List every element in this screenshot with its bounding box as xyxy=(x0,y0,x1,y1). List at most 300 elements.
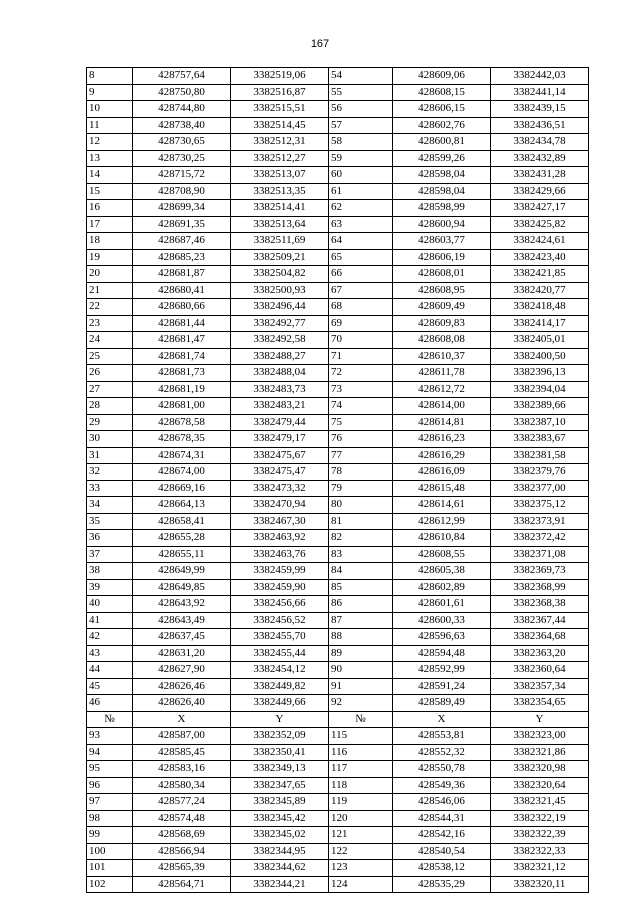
cell-y-right: 3382421,85 xyxy=(491,266,589,283)
cell-number-left: 97 xyxy=(87,794,133,811)
cell-number-left: 8 xyxy=(87,68,133,85)
cell-x-right: 428600,33 xyxy=(393,612,491,629)
cell-y-right: 3382427,17 xyxy=(491,200,589,217)
cell-x-right: 428614,00 xyxy=(393,398,491,415)
cell-number-left: 14 xyxy=(87,167,133,184)
cell-x-right: 428608,01 xyxy=(393,266,491,283)
cell-y-left: 3382467,30 xyxy=(231,513,329,530)
cell-number-right: 64 xyxy=(329,233,393,250)
cell-y-left: 3382496,44 xyxy=(231,299,329,316)
cell-number-left: 20 xyxy=(87,266,133,283)
table-row xyxy=(87,480,589,497)
cell-x-left: 428678,35 xyxy=(133,431,231,448)
cell-number-left: 15 xyxy=(87,183,133,200)
cell-number-right: 66 xyxy=(329,266,393,283)
table-row xyxy=(87,447,589,464)
cell-y-right: 3382322,33 xyxy=(491,843,589,860)
cell-number-right: 81 xyxy=(329,513,393,530)
cell-y-right: 3382423,40 xyxy=(491,249,589,266)
cell-x-right: 428602,89 xyxy=(393,579,491,596)
cell-y-right: 3382364,68 xyxy=(491,629,589,646)
cell-y-right: 3382394,04 xyxy=(491,381,589,398)
cell-x-left: 428643,49 xyxy=(133,612,231,629)
cell-x-left: 428750,80 xyxy=(133,84,231,101)
cell-x-left: 428674,31 xyxy=(133,447,231,464)
cell-number-left: 43 xyxy=(87,645,133,662)
cell-number-right: 82 xyxy=(329,530,393,547)
cell-number-left: 40 xyxy=(87,596,133,613)
table-row xyxy=(87,233,589,250)
cell-x-right: 428600,81 xyxy=(393,134,491,151)
cell-x-right: 428611,78 xyxy=(393,365,491,382)
cell-x-right: 428606,19 xyxy=(393,249,491,266)
cell-number-right: 62 xyxy=(329,200,393,217)
cell-x-right: 428608,95 xyxy=(393,282,491,299)
cell-number-right: 76 xyxy=(329,431,393,448)
cell-x-right: 428589,49 xyxy=(393,695,491,712)
cell-y-right: 3382381,58 xyxy=(491,447,589,464)
cell-number-right: 77 xyxy=(329,447,393,464)
cell-number-left: 42 xyxy=(87,629,133,646)
table-row xyxy=(87,414,589,431)
cell-x-right: 428552,32 xyxy=(393,744,491,761)
table-row xyxy=(87,777,589,794)
header-cell-x-left: X xyxy=(133,711,231,728)
cell-x-left: 428564,71 xyxy=(133,876,231,893)
cell-number-left: 96 xyxy=(87,777,133,794)
cell-x-left: 428674,00 xyxy=(133,464,231,481)
cell-y-left: 3382449,82 xyxy=(231,678,329,695)
cell-number-left: 16 xyxy=(87,200,133,217)
cell-y-right: 3382387,10 xyxy=(491,414,589,431)
cell-x-left: 428678,58 xyxy=(133,414,231,431)
cell-y-right: 3382425,82 xyxy=(491,216,589,233)
table-row xyxy=(87,167,589,184)
cell-number-left: 12 xyxy=(87,134,133,151)
cell-y-left: 3382488,04 xyxy=(231,365,329,382)
cell-y-left: 3382514,41 xyxy=(231,200,329,217)
cell-number-right: 68 xyxy=(329,299,393,316)
cell-x-left: 428681,00 xyxy=(133,398,231,415)
table-row xyxy=(87,678,589,695)
cell-x-left: 428715,72 xyxy=(133,167,231,184)
cell-y-right: 3382321,86 xyxy=(491,744,589,761)
cell-y-right: 3382368,38 xyxy=(491,596,589,613)
cell-number-left: 44 xyxy=(87,662,133,679)
cell-number-left: 13 xyxy=(87,150,133,167)
cell-x-right: 428546,06 xyxy=(393,794,491,811)
cell-y-left: 3382504,82 xyxy=(231,266,329,283)
cell-y-right: 3382405,01 xyxy=(491,332,589,349)
table-row xyxy=(87,497,589,514)
cell-y-left: 3382475,47 xyxy=(231,464,329,481)
cell-number-right: 58 xyxy=(329,134,393,151)
cell-y-left: 3382454,12 xyxy=(231,662,329,679)
cell-number-right: 121 xyxy=(329,827,393,844)
cell-y-right: 3382383,67 xyxy=(491,431,589,448)
cell-x-right: 428608,08 xyxy=(393,332,491,349)
cell-x-right: 428606,15 xyxy=(393,101,491,118)
cell-x-right: 428542,16 xyxy=(393,827,491,844)
table-row xyxy=(87,794,589,811)
cell-x-right: 428598,99 xyxy=(393,200,491,217)
cell-y-right: 3382368,99 xyxy=(491,579,589,596)
cell-number-right: 72 xyxy=(329,365,393,382)
cell-number-right: 57 xyxy=(329,117,393,134)
cell-number-right: 55 xyxy=(329,84,393,101)
table-row xyxy=(87,431,589,448)
cell-x-right: 428609,06 xyxy=(393,68,491,85)
cell-x-left: 428691,35 xyxy=(133,216,231,233)
cell-x-left: 428587,00 xyxy=(133,728,231,745)
cell-x-left: 428658,41 xyxy=(133,513,231,530)
cell-y-left: 3382473,32 xyxy=(231,480,329,497)
cell-number-right: 116 xyxy=(329,744,393,761)
cell-number-right: 86 xyxy=(329,596,393,613)
cell-y-left: 3382492,58 xyxy=(231,332,329,349)
cell-x-left: 428637,45 xyxy=(133,629,231,646)
table-row xyxy=(87,282,589,299)
header-row xyxy=(87,711,589,728)
cell-x-right: 428614,61 xyxy=(393,497,491,514)
cell-y-right: 3382322,19 xyxy=(491,810,589,827)
cell-y-right: 3382418,48 xyxy=(491,299,589,316)
cell-number-left: 102 xyxy=(87,876,133,893)
cell-number-right: 60 xyxy=(329,167,393,184)
cell-y-right: 3382439,15 xyxy=(491,101,589,118)
cell-y-left: 3382459,99 xyxy=(231,563,329,580)
cell-x-left: 428681,44 xyxy=(133,315,231,332)
table-row xyxy=(87,315,589,332)
cell-x-right: 428612,72 xyxy=(393,381,491,398)
cell-y-right: 3382369,73 xyxy=(491,563,589,580)
cell-y-left: 3382509,21 xyxy=(231,249,329,266)
header-cell-number-left: № xyxy=(87,711,133,728)
cell-number-left: 23 xyxy=(87,315,133,332)
cell-number-left: 39 xyxy=(87,579,133,596)
cell-y-left: 3382513,07 xyxy=(231,167,329,184)
cell-y-left: 3382511,69 xyxy=(231,233,329,250)
table-header xyxy=(87,711,589,728)
cell-y-right: 3382389,66 xyxy=(491,398,589,415)
cell-x-left: 428708,90 xyxy=(133,183,231,200)
cell-x-left: 428744,80 xyxy=(133,101,231,118)
cell-number-right: 69 xyxy=(329,315,393,332)
cell-y-left: 3382519,06 xyxy=(231,68,329,85)
cell-x-right: 428614,81 xyxy=(393,414,491,431)
cell-y-right: 3382373,91 xyxy=(491,513,589,530)
cell-y-right: 3382320,98 xyxy=(491,761,589,778)
table-row xyxy=(87,200,589,217)
cell-x-right: 428600,94 xyxy=(393,216,491,233)
cell-x-left: 428577,24 xyxy=(133,794,231,811)
cell-number-right: 120 xyxy=(329,810,393,827)
cell-x-left: 428649,99 xyxy=(133,563,231,580)
cell-x-right: 428603,77 xyxy=(393,233,491,250)
table-row xyxy=(87,68,589,85)
cell-x-right: 428608,55 xyxy=(393,546,491,563)
cell-y-left: 3382515,51 xyxy=(231,101,329,118)
table-row xyxy=(87,761,589,778)
cell-x-right: 428610,37 xyxy=(393,348,491,365)
cell-y-right: 3382372,42 xyxy=(491,530,589,547)
cell-number-left: 32 xyxy=(87,464,133,481)
cell-number-left: 94 xyxy=(87,744,133,761)
cell-y-left: 3382475,67 xyxy=(231,447,329,464)
cell-number-left: 37 xyxy=(87,546,133,563)
cell-x-left: 428681,73 xyxy=(133,365,231,382)
cell-number-right: 61 xyxy=(329,183,393,200)
cell-x-left: 428687,46 xyxy=(133,233,231,250)
cell-x-right: 428591,24 xyxy=(393,678,491,695)
table-row xyxy=(87,810,589,827)
cell-y-right: 3382360,64 xyxy=(491,662,589,679)
cell-y-right: 3382375,12 xyxy=(491,497,589,514)
cell-x-right: 428615,48 xyxy=(393,480,491,497)
cell-number-right: 70 xyxy=(329,332,393,349)
cell-x-left: 428643,92 xyxy=(133,596,231,613)
cell-y-left: 3382345,02 xyxy=(231,827,329,844)
cell-x-right: 428616,29 xyxy=(393,447,491,464)
cell-number-right: 75 xyxy=(329,414,393,431)
cell-x-right: 428602,76 xyxy=(393,117,491,134)
cell-number-left: 101 xyxy=(87,860,133,877)
cell-number-right: 79 xyxy=(329,480,393,497)
cell-y-left: 3382344,95 xyxy=(231,843,329,860)
cell-number-right: 91 xyxy=(329,678,393,695)
cell-x-left: 428655,11 xyxy=(133,546,231,563)
cell-x-left: 428685,23 xyxy=(133,249,231,266)
cell-number-left: 27 xyxy=(87,381,133,398)
cell-y-right: 3382420,77 xyxy=(491,282,589,299)
page-number: 167 xyxy=(310,38,330,50)
cell-number-left: 98 xyxy=(87,810,133,827)
cell-y-right: 3382424,61 xyxy=(491,233,589,250)
table-row xyxy=(87,150,589,167)
cell-number-right: 73 xyxy=(329,381,393,398)
table-row xyxy=(87,860,589,877)
cell-number-left: 38 xyxy=(87,563,133,580)
cell-y-left: 3382449,66 xyxy=(231,695,329,712)
cell-number-left: 35 xyxy=(87,513,133,530)
header-cell-y-right: Y xyxy=(491,711,589,728)
table-row xyxy=(87,695,589,712)
cell-number-left: 34 xyxy=(87,497,133,514)
cell-y-left: 3382513,35 xyxy=(231,183,329,200)
cell-y-left: 3382349,13 xyxy=(231,761,329,778)
cell-y-left: 3382512,27 xyxy=(231,150,329,167)
cell-number-left: 100 xyxy=(87,843,133,860)
cell-number-left: 9 xyxy=(87,84,133,101)
cell-y-right: 3382442,03 xyxy=(491,68,589,85)
cell-y-right: 3382414,17 xyxy=(491,315,589,332)
cell-number-left: 21 xyxy=(87,282,133,299)
cell-number-left: 45 xyxy=(87,678,133,695)
cell-number-right: 90 xyxy=(329,662,393,679)
cell-y-left: 3382483,21 xyxy=(231,398,329,415)
cell-y-right: 3382379,76 xyxy=(491,464,589,481)
table-row xyxy=(87,629,589,646)
cell-x-left: 428680,66 xyxy=(133,299,231,316)
cell-number-right: 63 xyxy=(329,216,393,233)
table-row xyxy=(87,101,589,118)
cell-number-right: 85 xyxy=(329,579,393,596)
cell-number-left: 93 xyxy=(87,728,133,745)
table-row xyxy=(87,299,589,316)
cell-y-right: 3382434,78 xyxy=(491,134,589,151)
cell-number-right: 124 xyxy=(329,876,393,893)
cell-y-left: 3382463,92 xyxy=(231,530,329,547)
table-row xyxy=(87,827,589,844)
cell-x-right: 428609,49 xyxy=(393,299,491,316)
cell-x-left: 428664,13 xyxy=(133,497,231,514)
cell-y-left: 3382463,76 xyxy=(231,546,329,563)
cell-y-right: 3382320,64 xyxy=(491,777,589,794)
cell-y-left: 3382513,64 xyxy=(231,216,329,233)
cell-x-left: 428681,19 xyxy=(133,381,231,398)
cell-number-right: 54 xyxy=(329,68,393,85)
cell-number-left: 29 xyxy=(87,414,133,431)
table-row xyxy=(87,612,589,629)
table-row xyxy=(87,596,589,613)
cell-number-left: 25 xyxy=(87,348,133,365)
cell-y-left: 3382456,66 xyxy=(231,596,329,613)
cell-number-left: 24 xyxy=(87,332,133,349)
cell-x-left: 428580,34 xyxy=(133,777,231,794)
cell-x-left: 428566,94 xyxy=(133,843,231,860)
cell-x-right: 428612,99 xyxy=(393,513,491,530)
cell-x-right: 428553,81 xyxy=(393,728,491,745)
cell-number-left: 36 xyxy=(87,530,133,547)
cell-x-right: 428592,99 xyxy=(393,662,491,679)
cell-y-left: 3382479,17 xyxy=(231,431,329,448)
cell-x-left: 428681,74 xyxy=(133,348,231,365)
cell-number-right: 115 xyxy=(329,728,393,745)
cell-number-right: 118 xyxy=(329,777,393,794)
cell-y-right: 3382357,34 xyxy=(491,678,589,695)
cell-x-left: 428681,47 xyxy=(133,332,231,349)
cell-number-left: 31 xyxy=(87,447,133,464)
table-row xyxy=(87,84,589,101)
table-row xyxy=(87,513,589,530)
table-row xyxy=(87,381,589,398)
cell-y-left: 3382345,89 xyxy=(231,794,329,811)
cell-x-left: 428730,25 xyxy=(133,150,231,167)
cell-x-right: 428616,09 xyxy=(393,464,491,481)
cell-number-right: 92 xyxy=(329,695,393,712)
cell-x-right: 428598,04 xyxy=(393,183,491,200)
cell-y-left: 3382344,21 xyxy=(231,876,329,893)
cell-y-right: 3382354,65 xyxy=(491,695,589,712)
cell-number-left: 19 xyxy=(87,249,133,266)
cell-x-right: 428550,78 xyxy=(393,761,491,778)
cell-x-left: 428574,48 xyxy=(133,810,231,827)
cell-number-right: 56 xyxy=(329,101,393,118)
cell-y-right: 3382321,45 xyxy=(491,794,589,811)
cell-y-left: 3382479,44 xyxy=(231,414,329,431)
cell-x-left: 428681,87 xyxy=(133,266,231,283)
table-row xyxy=(87,645,589,662)
cell-y-right: 3382400,50 xyxy=(491,348,589,365)
cell-x-right: 428616,23 xyxy=(393,431,491,448)
table-row xyxy=(87,266,589,283)
table-row xyxy=(87,662,589,679)
cell-x-left: 428655,28 xyxy=(133,530,231,547)
cell-y-left: 3382488,27 xyxy=(231,348,329,365)
cell-x-left: 428568,69 xyxy=(133,827,231,844)
cell-x-right: 428549,36 xyxy=(393,777,491,794)
cell-number-left: 17 xyxy=(87,216,133,233)
cell-x-right: 428538,12 xyxy=(393,860,491,877)
cell-number-right: 119 xyxy=(329,794,393,811)
table-row xyxy=(87,579,589,596)
cell-y-right: 3382377,00 xyxy=(491,480,589,497)
table-row xyxy=(87,530,589,547)
cell-x-left: 428730,65 xyxy=(133,134,231,151)
cell-number-right: 59 xyxy=(329,150,393,167)
cell-x-left: 428565,39 xyxy=(133,860,231,877)
table-row xyxy=(87,744,589,761)
cell-y-left: 3382470,94 xyxy=(231,497,329,514)
table-row xyxy=(87,464,589,481)
cell-y-left: 3382500,93 xyxy=(231,282,329,299)
cell-x-left: 428738,40 xyxy=(133,117,231,134)
cell-x-right: 428544,31 xyxy=(393,810,491,827)
cell-y-left: 3382514,45 xyxy=(231,117,329,134)
cell-y-right: 3382371,08 xyxy=(491,546,589,563)
cell-number-right: 78 xyxy=(329,464,393,481)
cell-x-left: 428585,45 xyxy=(133,744,231,761)
cell-x-left: 428631,20 xyxy=(133,645,231,662)
cell-number-right: 122 xyxy=(329,843,393,860)
cell-number-right: 84 xyxy=(329,563,393,580)
table-row xyxy=(87,117,589,134)
cell-y-left: 3382455,70 xyxy=(231,629,329,646)
cell-x-right: 428609,83 xyxy=(393,315,491,332)
cell-x-left: 428757,64 xyxy=(133,68,231,85)
cell-x-left: 428626,40 xyxy=(133,695,231,712)
cell-y-left: 3382455,44 xyxy=(231,645,329,662)
cell-x-right: 428601,61 xyxy=(393,596,491,613)
cell-y-left: 3382459,90 xyxy=(231,579,329,596)
cell-y-right: 3382323,00 xyxy=(491,728,589,745)
cell-y-left: 3382344,62 xyxy=(231,860,329,877)
cell-y-right: 3382321,12 xyxy=(491,860,589,877)
cell-x-right: 428610,84 xyxy=(393,530,491,547)
table-row xyxy=(87,728,589,745)
cell-y-right: 3382429,66 xyxy=(491,183,589,200)
cell-y-right: 3382367,44 xyxy=(491,612,589,629)
cell-x-left: 428649,85 xyxy=(133,579,231,596)
cell-y-right: 3382322,39 xyxy=(491,827,589,844)
cell-number-left: 41 xyxy=(87,612,133,629)
cell-x-right: 428599,26 xyxy=(393,150,491,167)
table-row xyxy=(87,546,589,563)
table-row xyxy=(87,183,589,200)
cell-number-left: 11 xyxy=(87,117,133,134)
table-row xyxy=(87,843,589,860)
cell-x-right: 428535,29 xyxy=(393,876,491,893)
cell-y-left: 3382492,77 xyxy=(231,315,329,332)
cell-x-left: 428680,41 xyxy=(133,282,231,299)
cell-y-right: 3382436,51 xyxy=(491,117,589,134)
cell-x-right: 428596,63 xyxy=(393,629,491,646)
cell-number-right: 83 xyxy=(329,546,393,563)
cell-x-left: 428669,16 xyxy=(133,480,231,497)
header-cell-y-left: Y xyxy=(231,711,329,728)
cell-number-left: 99 xyxy=(87,827,133,844)
cell-y-right: 3382441,14 xyxy=(491,84,589,101)
